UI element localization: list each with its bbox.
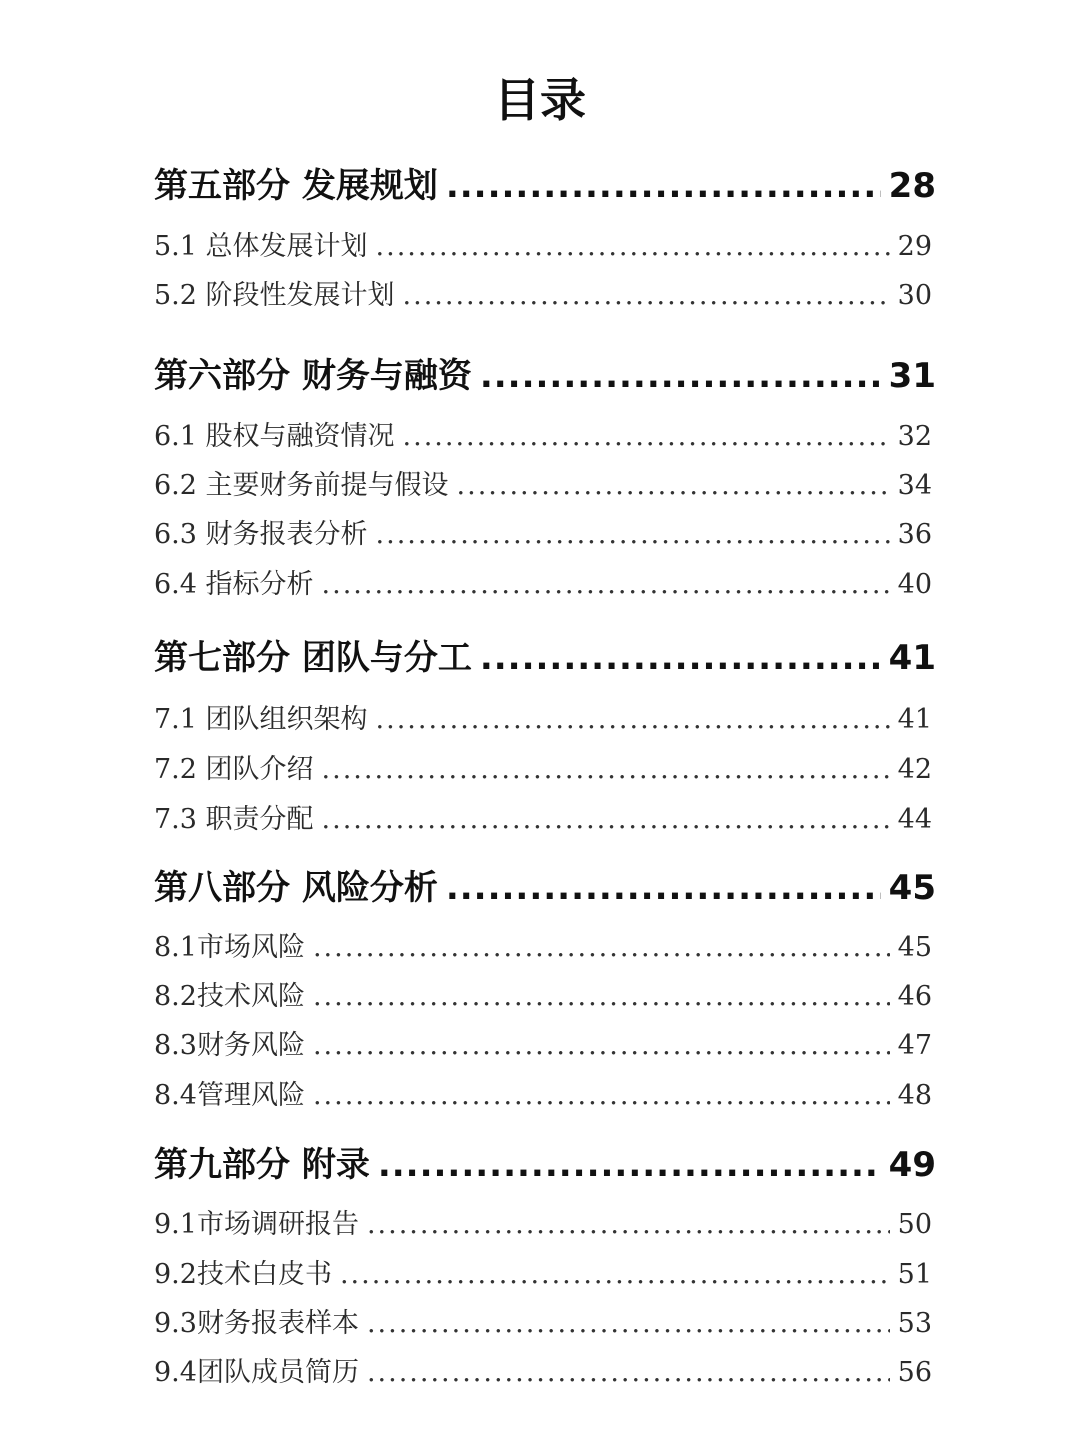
section-page: 49 <box>888 1145 936 1185</box>
toc-section-6[interactable] <box>154 354 936 398</box>
item-label: 7.3 职责分配 <box>154 804 314 835</box>
item-label: 5.2 阶段性发展计划 <box>154 280 395 311</box>
toc-item-8-1[interactable] <box>154 929 932 967</box>
item-page: 50 <box>897 1209 932 1240</box>
toc-item-6-1[interactable] <box>154 418 932 456</box>
item-page: 34 <box>897 470 932 501</box>
dot-leader <box>446 866 881 910</box>
dot-leader <box>313 978 890 1016</box>
toc-section-9[interactable] <box>154 1143 936 1187</box>
section-label: 第九部分 附录 <box>154 1145 370 1185</box>
toc-item-9-3[interactable] <box>154 1305 932 1343</box>
item-label: 7.2 团队介绍 <box>154 754 314 785</box>
section-label: 第七部分 团队与分工 <box>154 638 472 678</box>
toc-section-8[interactable] <box>154 866 936 910</box>
dot-leader <box>403 418 890 456</box>
item-page: 30 <box>897 280 932 311</box>
item-page: 46 <box>897 981 932 1012</box>
toc-item-7-1[interactable] <box>154 701 932 739</box>
dot-leader <box>480 354 881 398</box>
item-label: 8.3财务风险 <box>154 1030 305 1061</box>
section-label: 第八部分 风险分析 <box>154 868 438 908</box>
toc-item-9-4[interactable] <box>154 1354 932 1392</box>
toc-item-7-2[interactable] <box>154 751 932 789</box>
item-label: 6.3 财务报表分析 <box>154 519 368 550</box>
dot-leader <box>313 1027 890 1065</box>
item-label: 6.4 指标分析 <box>154 569 314 600</box>
toc-item-5-2[interactable] <box>154 277 932 315</box>
item-label: 9.2技术白皮书 <box>154 1259 332 1290</box>
item-page: 44 <box>897 804 932 835</box>
dot-leader <box>367 1305 890 1343</box>
toc-title: 目录 <box>494 73 586 127</box>
section-label: 第五部分 发展规划 <box>154 166 438 206</box>
item-label: 6.2 主要财务前提与假设 <box>154 470 449 501</box>
item-page: 56 <box>897 1357 932 1388</box>
item-page: 40 <box>897 569 932 600</box>
section-page: 28 <box>888 166 936 206</box>
toc-item-5-1[interactable] <box>154 228 932 266</box>
item-label: 8.1市场风险 <box>154 932 305 963</box>
item-label: 9.1市场调研报告 <box>154 1209 359 1240</box>
toc-item-8-4[interactable] <box>154 1077 932 1115</box>
item-label: 9.3财务报表样本 <box>154 1308 359 1339</box>
dot-leader <box>446 164 881 208</box>
toc-item-7-3[interactable] <box>154 801 932 839</box>
item-page: 41 <box>897 704 932 735</box>
item-page: 45 <box>897 932 932 963</box>
dot-leader <box>313 1077 890 1115</box>
item-label: 5.1 总体发展计划 <box>154 231 368 262</box>
dot-leader <box>376 701 890 739</box>
item-page: 48 <box>897 1080 932 1111</box>
toc-section-5[interactable] <box>154 164 936 208</box>
item-page: 51 <box>897 1259 932 1290</box>
toc-section-7[interactable] <box>154 636 936 680</box>
section-page: 45 <box>888 868 936 908</box>
item-page: 53 <box>897 1308 932 1339</box>
item-page: 42 <box>897 754 932 785</box>
dot-leader <box>403 277 890 315</box>
section-page: 31 <box>888 356 936 396</box>
dot-leader <box>322 751 890 789</box>
section-label: 第六部分 财务与融资 <box>154 356 472 396</box>
item-page: 47 <box>897 1030 932 1061</box>
item-label: 8.2技术风险 <box>154 981 305 1012</box>
section-page: 41 <box>888 638 936 678</box>
dot-leader <box>340 1256 890 1294</box>
item-label: 6.1 股权与融资情况 <box>154 421 395 452</box>
toc-item-9-1[interactable] <box>154 1206 932 1244</box>
toc-item-6-2[interactable] <box>154 467 932 505</box>
toc-item-8-3[interactable] <box>154 1027 932 1065</box>
item-label: 9.4团队成员简历 <box>154 1357 359 1388</box>
dot-leader <box>322 801 890 839</box>
dot-leader <box>457 467 890 505</box>
toc-item-9-2[interactable] <box>154 1256 932 1294</box>
dot-leader <box>376 228 890 266</box>
toc-item-6-3[interactable] <box>154 516 932 554</box>
dot-leader <box>313 929 890 967</box>
dot-leader <box>376 516 890 554</box>
dot-leader <box>367 1354 890 1392</box>
dot-leader <box>480 636 881 680</box>
toc-item-8-2[interactable] <box>154 978 932 1016</box>
dot-leader <box>378 1143 881 1187</box>
toc-item-6-4[interactable] <box>154 566 932 604</box>
item-label: 8.4管理风险 <box>154 1080 305 1111</box>
item-page: 32 <box>897 421 932 452</box>
item-label: 7.1 团队组织架构 <box>154 704 368 735</box>
dot-leader <box>367 1206 890 1244</box>
item-page: 29 <box>897 231 932 262</box>
item-page: 36 <box>897 519 932 550</box>
dot-leader <box>322 566 890 604</box>
